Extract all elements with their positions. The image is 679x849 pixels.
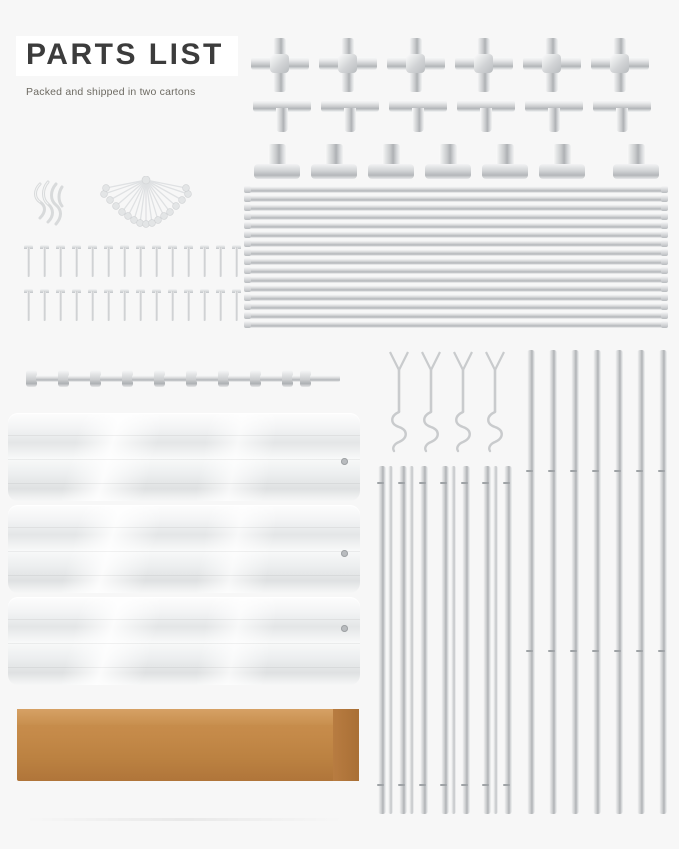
- canopy-panel: [8, 597, 360, 685]
- canopy-eyelet: [341, 458, 348, 465]
- long-rail: [244, 285, 668, 292]
- foot-post: [268, 144, 286, 166]
- short-pole: [409, 466, 414, 814]
- page-subtitle: Packed and shipped in two cartons: [26, 86, 196, 98]
- ground-stake: [40, 287, 49, 321]
- long-pole: [659, 350, 667, 814]
- carton-top-flap: [17, 709, 359, 725]
- short-pole: [388, 466, 393, 814]
- long-pole: [593, 350, 601, 814]
- long-pole: [549, 350, 557, 814]
- foot-post: [553, 144, 571, 166]
- ground-stake: [24, 287, 33, 321]
- short-pole: [504, 466, 512, 814]
- cross-connector: [455, 38, 513, 92]
- foot-plate: [425, 164, 471, 179]
- foot-post: [627, 144, 645, 166]
- ground-stake: [216, 243, 225, 277]
- ground-stake: [136, 287, 145, 321]
- long-pole: [527, 350, 535, 814]
- bolt: [300, 368, 340, 390]
- ground-stake: [168, 287, 177, 321]
- long-rail: [244, 294, 668, 301]
- ground-stake: [200, 243, 209, 277]
- cross-hub: [406, 54, 425, 73]
- long-rail: [244, 276, 668, 283]
- ground-stake: [120, 287, 129, 321]
- cross-hub: [474, 54, 493, 73]
- foot-flange: [425, 144, 471, 180]
- long-rail: [244, 195, 668, 202]
- long-pole: [615, 350, 623, 814]
- foot-plate: [613, 164, 659, 179]
- long-rail: [244, 258, 668, 265]
- canopy-panel: [8, 505, 360, 593]
- title-block: [16, 36, 238, 98]
- foot-flange: [254, 144, 300, 180]
- ground-stake: [120, 243, 129, 277]
- cross-connector: [387, 38, 445, 92]
- tee-stem: [344, 108, 356, 132]
- foot-flange: [311, 144, 357, 180]
- foot-plate: [311, 164, 357, 179]
- foot-plate: [368, 164, 414, 179]
- short-pole: [399, 466, 407, 814]
- cross-connector: [523, 38, 581, 92]
- long-rail: [244, 231, 668, 238]
- foot-flange: [539, 144, 585, 180]
- cross-hub: [542, 54, 561, 73]
- ground-stake: [232, 243, 241, 277]
- tee-connector: [525, 100, 583, 132]
- foot-post: [439, 144, 457, 166]
- long-rail: [244, 222, 668, 229]
- foot-flange: [368, 144, 414, 180]
- foot-post: [496, 144, 514, 166]
- tee-stem: [412, 108, 424, 132]
- foot-plate: [539, 164, 585, 179]
- short-pole: [451, 466, 456, 814]
- long-rail: [244, 204, 668, 211]
- tee-stem: [548, 108, 560, 132]
- cross-hub: [610, 54, 629, 73]
- foot-post: [325, 144, 343, 166]
- long-rail: [244, 312, 668, 319]
- ground-stake: [152, 243, 161, 277]
- long-rail: [244, 213, 668, 220]
- tee-stem: [616, 108, 628, 132]
- cross-hub: [338, 54, 357, 73]
- shipping-carton: [17, 709, 359, 781]
- tee-connector: [389, 100, 447, 132]
- canopy-eyelet: [341, 550, 348, 557]
- ground-stake: [104, 243, 113, 277]
- ground-stake: [184, 287, 193, 321]
- tee-connector: [321, 100, 379, 132]
- cross-hub: [270, 54, 289, 73]
- ball-bungee-bundle: [96, 176, 196, 237]
- tee-connector: [457, 100, 515, 132]
- short-pole: [420, 466, 428, 814]
- ground-stake: [168, 243, 177, 277]
- rope-coil: [32, 178, 70, 232]
- ground-stake: [56, 287, 65, 321]
- ground-stake: [152, 287, 161, 321]
- ground-stake: [104, 287, 113, 321]
- short-pole: [378, 466, 386, 814]
- short-pole: [462, 466, 470, 814]
- ground-stake: [72, 287, 81, 321]
- foot-post: [382, 144, 400, 166]
- long-pole: [571, 350, 579, 814]
- carton-shadow: [24, 818, 344, 821]
- short-pole: [483, 466, 491, 814]
- cross-connector: [251, 38, 309, 92]
- foot-plate: [254, 164, 300, 179]
- ground-stake: [184, 243, 193, 277]
- long-rail: [244, 303, 668, 310]
- ground-stake: [40, 243, 49, 277]
- tee-connector: [253, 100, 311, 132]
- ground-stake: [56, 243, 65, 277]
- ground-stake: [72, 243, 81, 277]
- short-pole: [441, 466, 449, 814]
- ground-stake: [24, 243, 33, 277]
- canopy-panel: [8, 413, 360, 501]
- ground-stake: [136, 243, 145, 277]
- foot-flange: [482, 144, 528, 180]
- ground-stake: [88, 243, 97, 277]
- short-pole: [493, 466, 498, 814]
- ground-stake: [200, 287, 209, 321]
- long-rail: [244, 240, 668, 247]
- tee-stem: [276, 108, 288, 132]
- long-pole: [637, 350, 645, 814]
- ground-stake: [232, 287, 241, 321]
- tee-connector: [593, 100, 651, 132]
- cross-connector: [591, 38, 649, 92]
- ground-stake: [88, 287, 97, 321]
- corkscrew-anchor: [482, 348, 508, 454]
- corkscrew-anchor: [418, 348, 444, 454]
- cross-connector: [319, 38, 377, 92]
- long-rail: [244, 321, 668, 328]
- canopy-eyelet: [341, 625, 348, 632]
- long-rail: [244, 249, 668, 256]
- long-rail: [244, 186, 668, 193]
- foot-flange: [613, 144, 659, 180]
- page-title: PARTS LIST: [16, 36, 238, 76]
- foot-plate: [482, 164, 528, 179]
- carton-side-panel: [333, 709, 359, 781]
- corkscrew-anchor: [386, 348, 412, 454]
- ground-stake: [216, 287, 225, 321]
- corkscrew-anchor: [450, 348, 476, 454]
- tee-stem: [480, 108, 492, 132]
- long-rail: [244, 267, 668, 274]
